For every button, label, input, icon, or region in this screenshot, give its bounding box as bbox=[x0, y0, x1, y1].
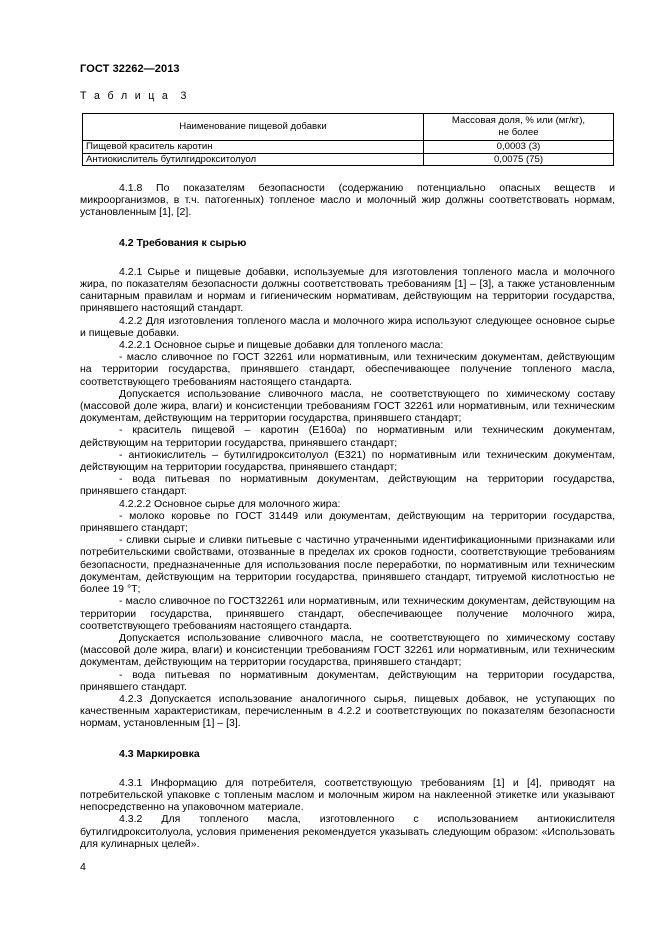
table-cell-value: 0,0075 (75) bbox=[424, 153, 614, 166]
section-heading-4-3: 4.3 Маркировка bbox=[119, 747, 200, 760]
standard-header: ГОСТ 32262—2013 bbox=[80, 63, 180, 75]
table-header-row bbox=[83, 114, 614, 141]
table-cell-value: 0,0003 (3) bbox=[424, 141, 614, 154]
paragraph-butter-allowance: Допускается использование сливочного масла, не соответствующего по химическому составу (массовой доле жира, влаги) и консистенции требованиям ГОСТ 32261 или нормативным, или техническим документам, действующим на территории государства, принявшего стандарт; bbox=[80, 631, 615, 669]
table-caption: Т а б л и ц а 3 bbox=[80, 90, 189, 102]
column-header-additive-name: Наименование пищевой добавки bbox=[83, 114, 424, 141]
list-item: - сливки сырые и сливки питьевые с частично утраченными идентификационными признаками или потребительскими свойствами, отозванные в пределах их сроков годности, соответствующие требованиям безопасности, предназначенные для использования после переработки, по нормативным или техническим документам, действующим на территории государства, принявшего стандарт, титруемой кислотностью не более 19 °Т; bbox=[80, 534, 615, 596]
section-heading-4-2: 4.2 Требования к сырью bbox=[119, 236, 247, 249]
table-row bbox=[83, 153, 614, 166]
document-body bbox=[80, 182, 615, 850]
list-item: - антиокислитель – бутилгидрокситолуол (Е321) по нормативным или техническим документам, действующим на территории государства, принявшего стандарт; bbox=[80, 448, 615, 474]
list-item: - масло сливочное по ГОСТ 32261 или нормативным, или техническим документам, действующим на территории государства, принявшего стандарт, обеспечивающее получение топленого масла, соответствующего требованиям настоящего стандарта. bbox=[80, 351, 615, 388]
table-row bbox=[83, 141, 614, 154]
food-additives-table bbox=[82, 113, 614, 166]
list-item: - масло сливочное по ГОСТ32261 или нормативным, или техническим документам, действующим на территории государства, принявшего стандарт, обеспечивающее получение молочного жира, соответствующего требованиям настоящего стандарта. bbox=[80, 595, 615, 632]
paragraph-4-3-1: 4.3.1 Информацию для потребителя, соответствующую требованиям [1] и [4], приводят на потребительской упаковке с топленым маслом и молочным жиром на наклеенной этикетке или указывают непосредственно на упаковочном материале. bbox=[80, 776, 615, 814]
list-item: - вода питьевая по нормативным документам, действующим на территории государства, принявшего стандарт. bbox=[80, 473, 615, 498]
paragraph-4-1-8: 4.1.8 По показателям безопасности (содержанию потенциально опасных веществ и микроорганизмов, в т.ч. патогенных) топленое масло и молочный жир должны соответствовать нормам, установленным [1], [2]. bbox=[80, 182, 615, 219]
paragraph-4-2-2-2: 4.2.2.2 Основное сырье для молочного жира: bbox=[119, 497, 341, 510]
table-cell-name: Антиокислитель бутилгидрокситолуол bbox=[83, 153, 424, 166]
paragraph-4-2-1: 4.2.1 Сырье и пищевые добавки, используемые для изготовления топленого масла и молочного жира, по показателям безопасности должны соответствовать требованиям [1] – [3], а также установленным санитарным правилам и нормам и гигиеническим нормативам, действующим на территории государства, принявшего настоящий стандарт. bbox=[80, 265, 615, 315]
column-header-mass-fraction: Массовая доля, % или (мг/кг), не более bbox=[424, 114, 614, 141]
page-number: 4 bbox=[80, 861, 86, 873]
paragraph-butter-allowance: Допускается использование сливочного масла, не соответствующего по химическому составу (массовой доле жира, влаги) и консистенции требованиям ГОСТ 32261 или нормативным, или техническим документам, действующим на территории государства, принявшего стандарт; bbox=[80, 387, 615, 425]
list-item: - краситель пищевой – каротин (Е160а) по нормативным или техническим документам, действующим на территории государства, принявшего стандарт; bbox=[80, 424, 615, 449]
paragraph-4-2-2: 4.2.2 Для изготовления топленого масла и молочного жира используют следующее основное сырье и пищевые добавки. bbox=[80, 314, 615, 339]
table-cell-name: Пищевой краситель каротин bbox=[83, 141, 424, 154]
paragraph-4-3-2: 4.3.2 Для топленого масла, изготовленного с использованием антиокислителя бутилгидрокситолуола, условия применения рекомендуется указывать следующим образом: «Использовать для кулинарных целей». bbox=[80, 813, 615, 850]
list-item: - вода питьевая по нормативным документам, действующим на территории государства, принявшего стандарт. bbox=[80, 668, 615, 693]
paragraph-4-2-2-1: 4.2.2.1 Основное сырье и пищевые добавки для топленого масла: bbox=[119, 339, 444, 352]
list-item: - молоко коровье по ГОСТ 31449 или документам, действующим на территории государства, принявшего стандарт; bbox=[80, 509, 615, 535]
paragraph-4-2-3: 4.2.3 Допускается использование аналогичного сырья, пищевых добавок, не уступающих по качественным характеристикам, перечисленным в 4.2.2 и соответствующих по показателям безопасности нормам, установленным [1] – [3]. bbox=[80, 692, 615, 730]
